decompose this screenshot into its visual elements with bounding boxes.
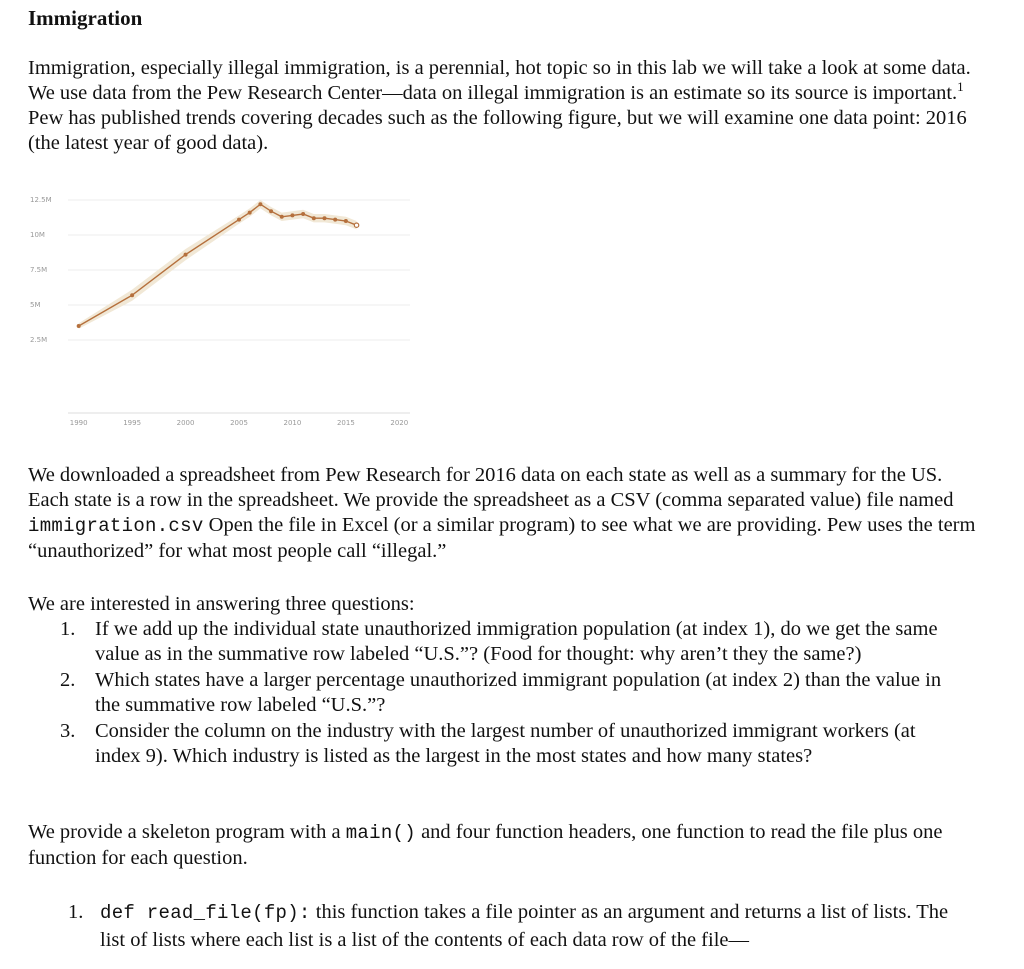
data-point <box>248 211 252 215</box>
data-point <box>130 293 134 297</box>
function-description: this function takes a file pointer as an argument and returns a list of lists. The list of lists where each list is a list of the contents of each data row of the file— <box>100 901 949 951</box>
csv-filename: immigration.csv <box>28 515 204 537</box>
data-point <box>333 218 337 222</box>
intro-text-b: Pew has published trends covering decades such as the following figure, but we will examine one data point: 2016 (the latest year of good data). <box>28 107 967 154</box>
data-point <box>312 216 316 220</box>
y-tick-label: 10M <box>30 231 45 239</box>
x-tick-label: 2020 <box>390 419 409 427</box>
function-number: 1. <box>68 901 84 923</box>
question-text: Which states have a larger percentage unauthorized immigrant population (at index 2) than the value in the summative row labeled “U.S.”? <box>95 669 942 716</box>
footnote-marker[interactable]: 1 <box>957 79 964 95</box>
x-tick-label: 2005 <box>230 419 248 427</box>
questions-intro: We are interested in answering three questions: <box>28 593 415 615</box>
skeleton-text-a: We provide a skeleton program with a <box>28 821 346 843</box>
question-item <box>60 617 960 667</box>
chart-svg <box>30 185 420 435</box>
data-point <box>344 219 348 223</box>
csv-text-b: Open the file in Excel (or a similar program) to see what we are providing. Pew uses the term “unauthorized” for what most people call “illegal.” <box>28 514 976 562</box>
question-number: 1. <box>60 618 76 640</box>
x-tick-label: 1990 <box>69 419 88 427</box>
series-line <box>79 204 357 326</box>
data-point <box>323 216 327 220</box>
data-point <box>184 253 188 257</box>
data-point <box>301 212 305 216</box>
intro-paragraph <box>28 56 988 156</box>
csv-paragraph <box>28 463 988 564</box>
question-number: 3. <box>60 720 76 742</box>
question-item <box>60 668 960 718</box>
code-main: main() <box>345 822 416 844</box>
page-title: Immigration <box>28 6 143 30</box>
data-point <box>237 218 241 222</box>
y-tick-label: 5M <box>30 301 41 309</box>
intro-text-a: Immigration, especially illegal immigration, is a perennial, hot topic so in this lab we will take a look at some data. We use data from the Pew Research Center—data on illegal immigration is an estimate so its source is important. <box>28 57 971 104</box>
functions-list <box>68 899 968 954</box>
immigration-trend-chart <box>30 185 420 435</box>
x-tick-label: 1995 <box>123 419 142 427</box>
x-tick-label: 2015 <box>336 419 355 427</box>
data-point <box>354 223 358 227</box>
function-item <box>68 899 968 954</box>
y-tick-label: 7.5M <box>30 266 48 274</box>
data-point <box>269 209 273 213</box>
questions-list <box>60 617 960 770</box>
x-tick-label: 2010 <box>283 419 302 427</box>
data-point <box>77 324 81 328</box>
data-point <box>280 215 284 219</box>
data-point <box>258 202 262 206</box>
question-item <box>60 719 960 769</box>
y-tick-label: 12.5M <box>30 196 52 204</box>
y-tick-label: 2.5M <box>30 336 48 344</box>
question-number: 2. <box>60 669 76 691</box>
question-text: Consider the column on the industry with the largest number of unauthorized immigrant workers (at index 9). Which industry is listed as the largest in the most states and how many states? <box>95 720 916 767</box>
question-text: If we add up the individual state unauthorized immigration population (at index 1), do we get the same value as in the summative row labeled “U.S.”? (Food for thought: why aren’t they the same?) <box>95 618 938 665</box>
skeleton-paragraph <box>28 820 988 871</box>
skeleton-text-b: and four function headers, one function to read the file plus one function for each question. <box>28 821 943 869</box>
csv-text-a: We downloaded a spreadsheet from Pew Research for 2016 data on each state as well as a summary for the US. Each state is a row in the spreadsheet. We provide the spreadsheet as a CSV (comma separated value) file named <box>28 464 954 511</box>
function-signature: def read_file(fp): <box>100 902 311 924</box>
x-tick-label: 2000 <box>176 419 195 427</box>
data-point <box>290 213 294 217</box>
